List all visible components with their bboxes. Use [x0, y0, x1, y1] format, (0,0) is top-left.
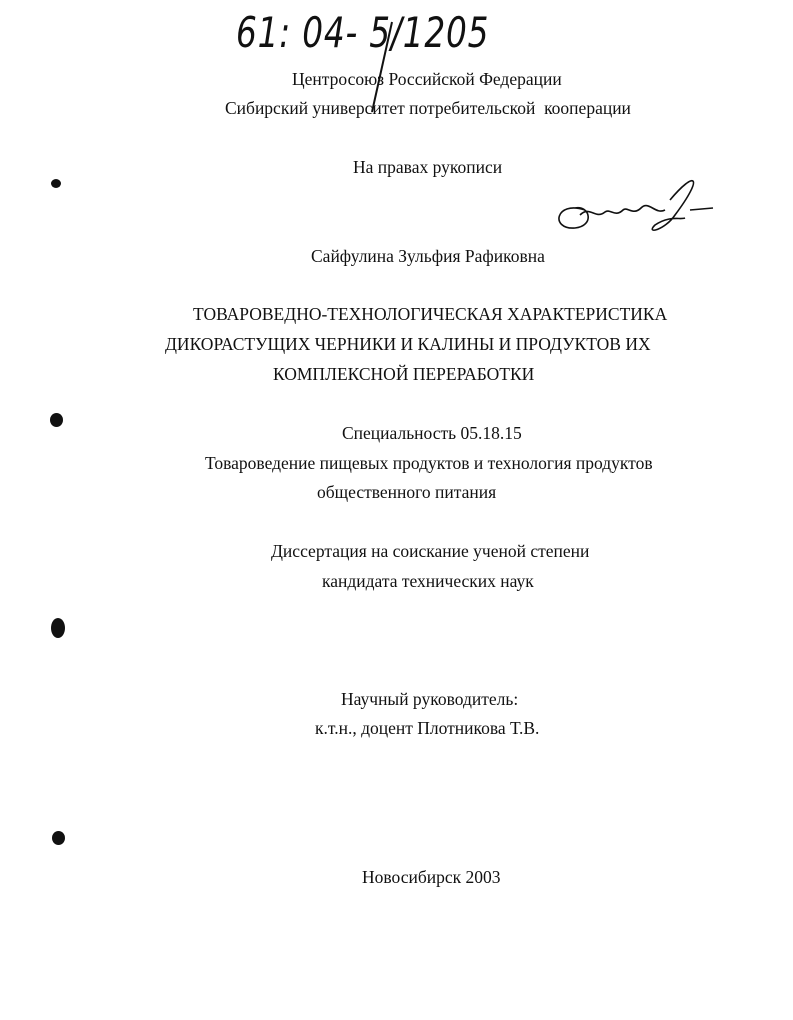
organization: Центросоюз Российской Федерации [292, 69, 562, 89]
supervisor-label: Научный руководитель: [341, 689, 519, 709]
author-name: Сайфулина Зульфия Рафиковна [311, 246, 545, 266]
binding-hole-mark [51, 618, 65, 638]
title-line-1: ТОВАРОВЕДНО-ТЕХНОЛОГИЧЕСКАЯ ХАРАКТЕРИСТИКА [193, 304, 668, 324]
binding-hole-mark [51, 179, 61, 188]
binding-hole-mark [50, 413, 63, 427]
signature [545, 170, 725, 250]
supervisor-name: к.т.н., доцент Плотникова Т.В. [315, 718, 540, 738]
title-line-3: КОМПЛЕКСНОЙ ПЕРЕРАБОТКИ [273, 364, 535, 384]
degree-line-2: кандидата технических наук [322, 571, 534, 591]
specialty-name-line-2: общественного питания [317, 482, 497, 502]
handwritten-archive-number: 61: 04- 5/1205 [236, 8, 490, 57]
degree-line-1: Диссертация на соискание ученой степени [271, 541, 590, 561]
binding-hole-mark [52, 831, 65, 845]
title-line-2: ДИКОРАСТУЩИХ ЧЕРНИКИ И КАЛИНЫ И ПРОДУКТОВ ИХ [165, 334, 651, 354]
specialty-name-line-1: Товароведение пищевых продуктов и технология продуктов [205, 453, 653, 473]
manuscript-rights: На правах рукописи [353, 157, 503, 177]
university: Сибирский университет потребительской кооперации [225, 98, 631, 118]
city-year: Новосибирск 2003 [362, 867, 501, 887]
specialty-code: Специальность 05.18.15 [342, 423, 522, 443]
